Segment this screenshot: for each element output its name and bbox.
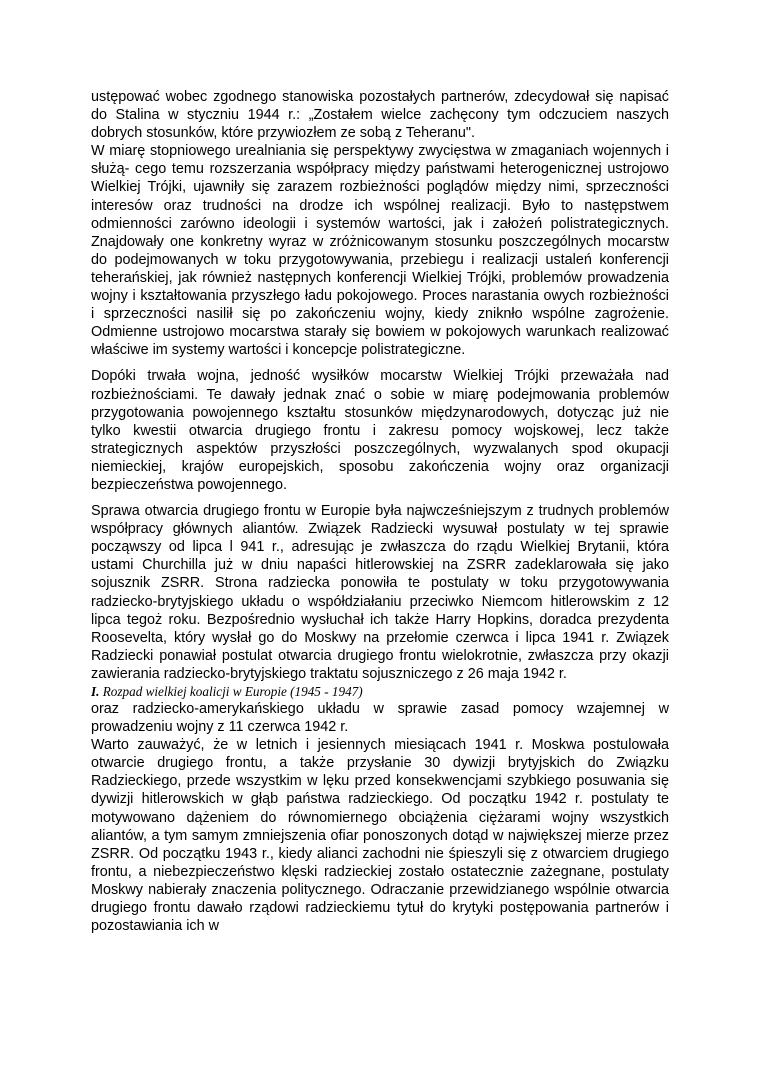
document-page bbox=[91, 88, 669, 935]
paragraph-1: ustępować wobec zgodnego stanowiska pozostałych partnerów, zdecydował się napisać do Stalina w styczniu 1944 r.: „Zostałem wielce zachęcony tym odczuciem naszych dobrych stosunków, które przywiozłem ze sobą z Teheranu". bbox=[91, 89, 669, 142]
running-header-title: Rozpad wielkiej koalicji w Europie (1945 - 1947) bbox=[102, 684, 363, 699]
paragraph-2: W miarę stopniowego urealniania się perspektywy zwycięstwa w zmaganiach wojennych i służą- cego temu rozszerzania współpracy między państwami heterogenicznej ustrojowo Wielkiej Trójki, ujawniły się zarazem rozbieżności poglądów między nimi, sprzeczności interesów oraz trudności na drodze ich wspólnej realizacji. Było to następstwem odmienności zarówno ideologii i systemów wartości, jak i założeń polistrategicznych. Znajdowały one konkretny wyraz w zróżnicowanym stosunku poszczególnych mocarstw do podejmowanych w toku przygotowywania, przebiegu i realizacji ustaleń konferencji teherańskiej, jak również następnych konferencji Wielkiej Trójki, problemów prowadzenia wojny i kształtowania przyszłego ładu pokojowego. Proces narastania owych rozbieżności i sprzeczności nasilił się po zakończeniu wojny, kiedy zniknło wspólne zagrożenie. Odmienne ustrojowo mocarstwa starały się bowiem w pokojowych warunkach realizować właściwe im systemy wartości i koncepcje polistrategiczne. bbox=[91, 143, 669, 359]
paragraph-6: Warto zauważyć, że w letnich i jesiennych miesiącach 1941 r. Moskwa postulowała otwarcie drugiego frontu, a także przysłanie 30 dywizji brytyjskich do Związku Radzieckiego, przede wszystkim w lęku przed konsekwencjami szybkiego posuwania się dywizji hitlerowskich w głąb państwa radzieckiego. Od początku 1942 r. postulaty te motywowano dążeniem do równomiernego obciążenia ciężarami wojny wszystkich aliantów, a tym samym zmniejszenia ofiar ponoszonych dotąd w największej mierze przez ZSRR. Od początku 1943 r., kiedy alianci zachodni nie śpieszyli się z otwarciem drugiego frontu, a niebezpieczeństwo klęski radzieckiej zostało ostatecznie zażegnane, postulaty Moskwy nabierały znaczenia politycznego. Odraczanie przewidzianego wspólnie otwarcia drugiego frontu dawało rządowi radzieckiemu tytuł do krytyki postępowania partnerów i pozostawiania ich w bbox=[91, 737, 669, 935]
paragraph-4: Sprawa otwarcia drugiego frontu w Europie była najwcześniejszym z trudnych problemów współpracy głównych aliantów. Związek Radziecki wysuwał postulaty w tej sprawie począwszy od lipca l 941 r., adresując je zwłaszcza do rządu Wielkiej Brytanii, która ustami Churchilla już w dniu napaści hitlerowskiej na ZSRR zadeklarowała się jako sojusznik ZSRR. Strona radziecka ponowiła te postulaty w toku przygotowywania radziecko-brytyjskiego układu o współdziałaniu przeciwko Niemcom hitlerowskim z 12 lipca tegoż roku. Bezpośrednio wysłuchał ich także Harry Hopkins, doradca prezydenta Roosevelta, który wysłał go do Moskwy na przełomie czerwca i lipca 1941 r. Związek Radziecki ponawiał postulat otwarcia drugiego frontu wielokrotnie, zwłaszcza przy okazji zawierania radziecko-brytyjskiego traktatu sojuszniczego z 26 maja 1942 r. bbox=[91, 503, 669, 682]
paragraph-5: oraz radziecko-amerykańskiego układu w sprawie zasad pomocy wzajemnej w prowadzeniu wojny z 11 czerwca 1942 r. bbox=[91, 701, 669, 736]
running-header-number: I. bbox=[91, 684, 100, 699]
paragraph-3: Dopóki trwała wojna, jedność wysiłków mocarstw Wielkiej Trójki przeważała nad rozbieżnościami. Te dawały jednak znać o sobie w miarę podejmowania problemów przygotowania powojennego kształtu stosunków międzynarodowych, dotycząc już nie tylko kwestii otwarcia drugiego frontu i zakresu pomocy wojskowej, lecz także strategicznych aspektów przyszłości poszczególnych, wyzwalanych spod okupacji niemieckiej, krajów europejskich, sposobu zakończenia wojny oraz organizacji bezpieczeństwa powojennego. bbox=[91, 368, 669, 493]
running-header bbox=[91, 683, 669, 700]
